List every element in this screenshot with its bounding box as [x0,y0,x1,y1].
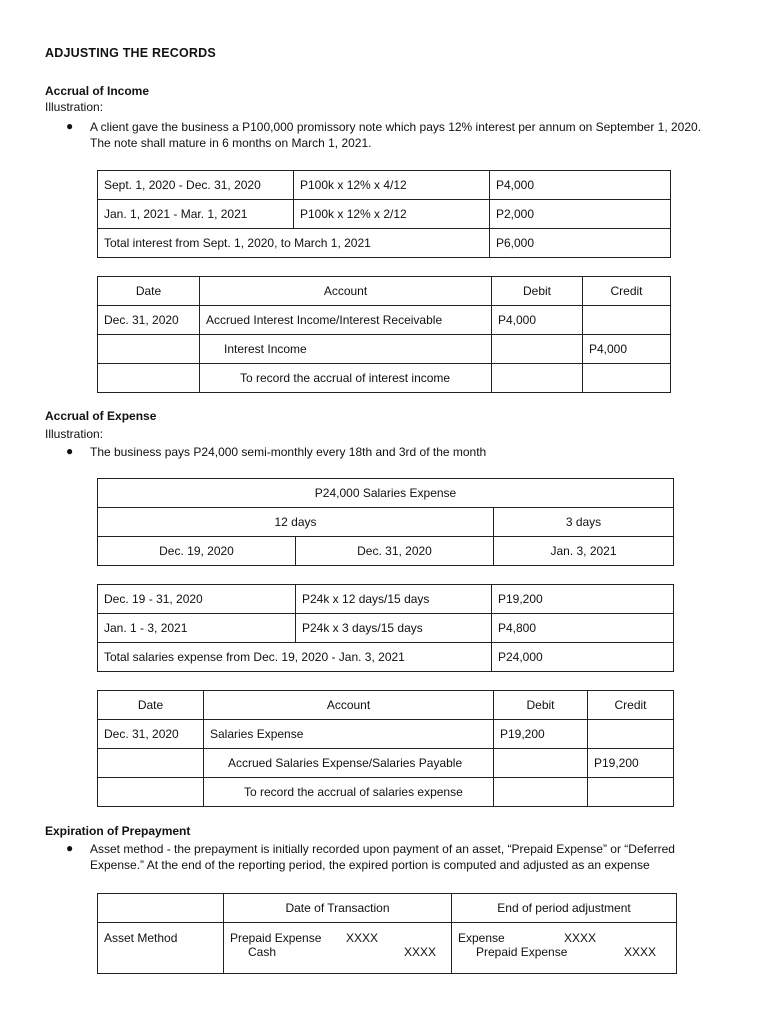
credit-cell: P4,000 [583,335,671,364]
header-debit: Debit [494,691,588,720]
amount-cell: P4,000 [490,171,671,200]
table-row [98,171,671,200]
debit-cell [492,335,583,364]
credit-amount: XXXX [403,945,436,959]
bullet-icon: ● [66,119,74,133]
debit-cell: P4,000 [492,306,583,335]
table-row [98,200,671,229]
credit-cell [583,306,671,335]
section-heading-prepayment: Expiration of Prepayment [45,824,191,838]
span-3-days: 3 days [494,508,674,537]
page-title: ADJUSTING THE RECORDS [45,46,216,60]
account-cell: Accrued Interest Income/Interest Receivable [200,306,492,335]
formula-cell: P100k x 12% x 2/12 [294,200,490,229]
interest-journal-table [97,276,671,393]
span-12-days: 12 days [98,508,494,537]
header-end-of-period: End of period adjustment [452,894,677,923]
header-account: Account [200,277,492,306]
account-cell: To record the accrual of interest income [200,364,492,393]
header-debit: Debit [492,277,583,306]
adjustment-entry [452,923,677,974]
bullet-icon: ● [66,444,74,458]
total-amount-cell: P6,000 [490,229,671,258]
timeline-title: P24,000 Salaries Expense [98,479,674,508]
debit-cell [494,778,588,807]
credit-amount: XXXX [623,945,656,959]
period-cell: Sept. 1, 2020 - Dec. 31, 2020 [98,171,294,200]
table-row [98,364,671,393]
credit-cell [588,720,674,749]
period-cell: Dec. 19 - 31, 2020 [98,585,296,614]
prepayment-table [97,893,677,974]
table-header-row [98,894,677,923]
formula-cell: P100k x 12% x 4/12 [294,171,490,200]
account-cell: Accrued Salaries Expense/Salaries Payable [204,749,494,778]
total-label-cell: Total salaries expense from Dec. 19, 2020 - Jan. 3, 2021 [98,643,492,672]
header-blank [98,894,224,923]
amount-cell: P2,000 [490,200,671,229]
credit-cell [583,364,671,393]
debit-amount: XXXX [345,931,378,945]
table-row [98,508,674,537]
period-cell: Jan. 1 - 3, 2021 [98,614,296,643]
salary-timeline-table [97,478,674,566]
table-row [98,537,674,566]
formula-cell: P24k x 3 days/15 days [296,614,492,643]
credit-cell: P19,200 [588,749,674,778]
header-credit: Credit [583,277,671,306]
header-date: Date [98,691,204,720]
illustration-label: Illustration: [45,100,104,114]
salary-journal-table [97,690,674,807]
formula-cell: P24k x 12 days/15 days [296,585,492,614]
header-date-of-transaction: Date of Transaction [224,894,452,923]
date-cell [98,778,204,807]
total-label-cell: Total interest from Sept. 1, 2020, to March 1, 2021 [98,229,490,258]
method-label: Asset Method [98,923,224,974]
header-credit: Credit [588,691,674,720]
interest-calc-table [97,170,671,258]
date-cell: Dec. 31, 2020 [98,720,204,749]
salary-calc-table [97,584,674,672]
date-cell: Jan. 3, 2021 [494,537,674,566]
bullet-text: A client gave the business a P100,000 promissory note which pays 12% interest per annum on September 1, 2020. The note shall mature in 6 months on March 1, 2021. [90,120,702,150]
section-heading-accrual-expense: Accrual of Expense [45,409,157,423]
credit-cell [588,778,674,807]
table-row [98,306,671,335]
table-row [98,923,677,974]
header-date: Date [98,277,200,306]
table-row [98,479,674,508]
debit-cell: P19,200 [494,720,588,749]
date-cell [98,335,200,364]
date-cell: Dec. 31, 2020 [296,537,494,566]
section-heading-accrual-income: Accrual of Income [45,84,150,98]
transaction-entry [224,923,452,974]
debit-account: Prepaid Expense [230,931,322,945]
credit-account: Prepaid Expense [476,945,568,959]
debit-cell [494,749,588,778]
illustration-label: Illustration: [45,427,104,441]
table-row-total [98,643,674,672]
table-row [98,614,674,643]
table-row [98,720,674,749]
table-row [98,749,674,778]
account-cell: Interest Income [200,335,492,364]
table-row [98,585,674,614]
date-cell: Dec. 19, 2020 [98,537,296,566]
total-amount-cell: P24,000 [492,643,674,672]
period-cell: Jan. 1, 2021 - Mar. 1, 2021 [98,200,294,229]
bullet-icon: ● [66,841,74,855]
bullet-text: The business pays P24,000 semi-monthly every 18th and 3rd of the month [90,445,487,459]
amount-cell: P19,200 [492,585,674,614]
table-header-row [98,691,674,720]
date-cell [98,749,204,778]
table-row-total [98,229,671,258]
table-row [98,335,671,364]
account-cell: To record the accrual of salaries expense [204,778,494,807]
header-account: Account [204,691,494,720]
account-cell: Salaries Expense [204,720,494,749]
credit-account: Cash [248,945,277,959]
bullet-text: Asset method - the prepayment is initially recorded upon payment of an asset, “Prepaid Expense” or “Deferred Expense.” At the end of the reporting period, the expired portion is computed and adjusted as an expense [90,842,675,872]
date-cell: Dec. 31, 2020 [98,306,200,335]
debit-cell [492,364,583,393]
table-header-row [98,277,671,306]
debit-account: Expense [458,931,505,945]
date-cell [98,364,200,393]
debit-amount: XXXX [563,931,596,945]
amount-cell: P4,800 [492,614,674,643]
table-row [98,778,674,807]
